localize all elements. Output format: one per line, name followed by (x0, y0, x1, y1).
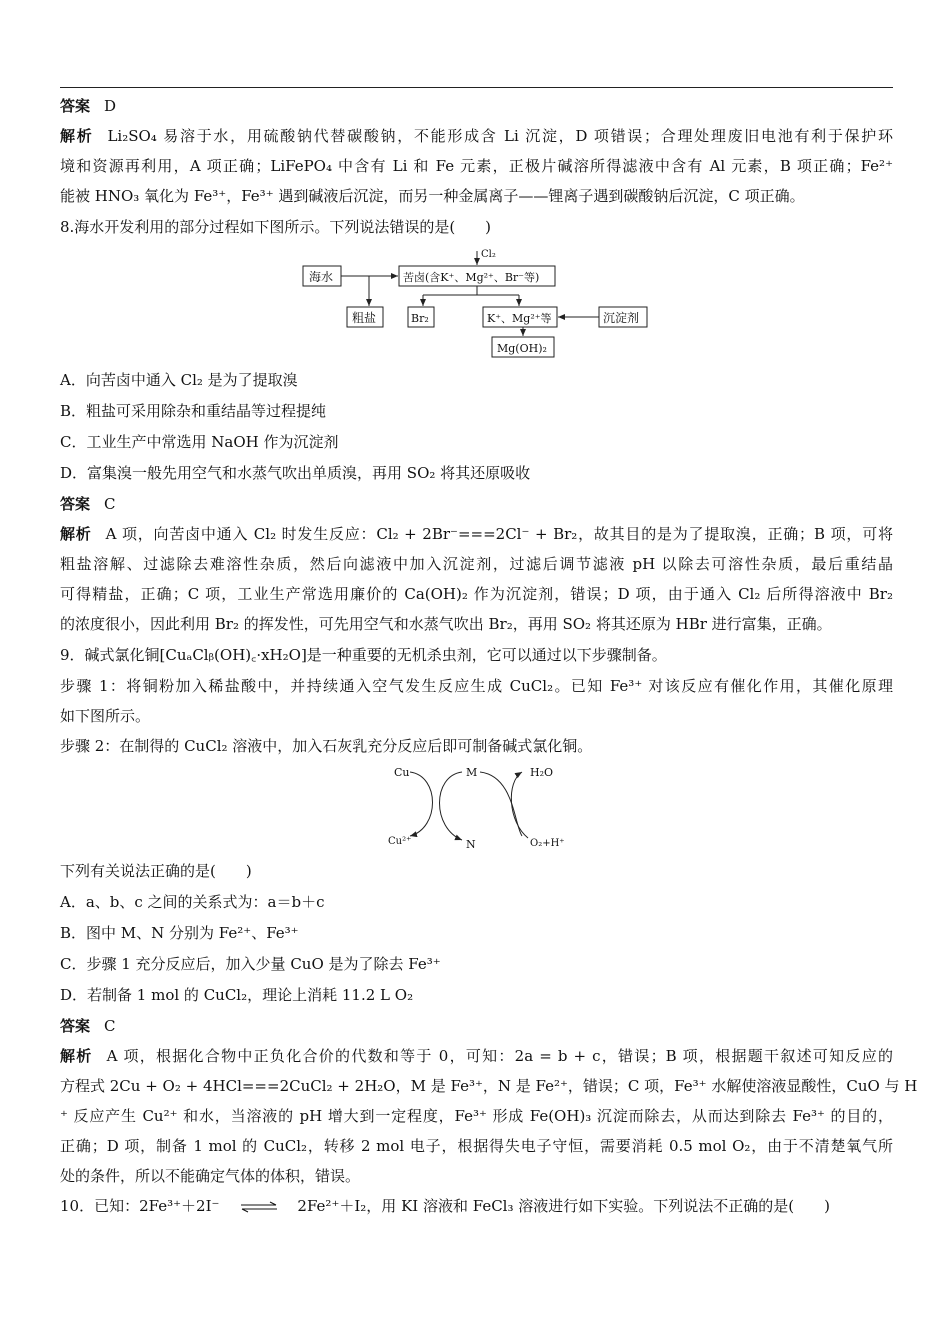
q9-option-a: A．a、b、c 之间的关系式为：a＝b＋c (60, 893, 325, 911)
q7-analysis-line: 能被 HNO₃ 氧化为 Fe³⁺，Fe³⁺ 遇到碱液后沉淀，而另一种金属离子——锂离子遇到碳酸钠后沉淀，C 项正确。 (60, 187, 805, 205)
q8-analysis-line: 的浓度很小，因此利用 Br₂ 的挥发性，可先用空气和水蒸气吹出 Br₂，再用 SO₂ 将其还原为 HBr 进行富集，正确。 (60, 615, 832, 633)
top-rule (60, 87, 893, 88)
q9-analysis-line: 处的条件，所以不能确定气体的体积，错误。 (60, 1167, 361, 1185)
crude-salt-label: 粗盐 (352, 311, 377, 325)
q9-catalysis-diagram (380, 760, 580, 855)
q8-option-a: A．向苦卤中通入 Cl₂ 是为了提取溴 (60, 371, 298, 389)
q9-question: 下列有关说法正确的是( ) (60, 862, 252, 880)
q9-analysis-line: 解析 A 项，根据化合物中正负化合价的代数和等于 0，可知：2a = b + c，错误；B 项，根据题干叙述可知反应的 (60, 1047, 893, 1065)
right-arc-mh2o (480, 772, 522, 836)
cl2-label: Cl₂ (481, 249, 496, 260)
q9-step1: 步骤 1：将铜粉加入稀盐酸中，并持续通入空气发生反应生成 CuCl₂。已知 Fe³⁺ 对该反应有催化作用，其催化原理 (60, 677, 893, 695)
brine-label: 苦卤(含K⁺、Mg²⁺、Br⁻等) (403, 271, 540, 284)
q7-analysis-line: 解析 Li₂SO₄ 易溶于水，用硫酸钠代替碳酸钠，不能形成含 Li 沉淀，D 项错误；合理处理废旧电池有利于保护环 (60, 127, 893, 145)
q9-analysis-line: 方程式 2Cu + O₂ + 4HCl===2CuCl₂ + 2H₂O，M 是 Fe³⁺，N 是 Fe²⁺，错误；C 项，Fe³⁺ 水解使溶液显酸性，CuO 与 H (60, 1077, 918, 1095)
q10-stem: 10．已知：2Fe³⁺＋2I⁻ 2Fe²⁺＋I₂，用 KI 溶液和 FeCl₃ 溶液进行如下实验。下列说法不正确的是( ) (60, 1197, 830, 1215)
left-arc-mn (440, 772, 463, 840)
q8-option-d: D．富集溴一般先用空气和水蒸气吹出单质溴，再用 SO₂ 将其还原吸收 (60, 464, 531, 482)
q8-analysis-line: 可得精盐，正确；C 项，工业生产常选用廉价的 Ca(OH)₂ 作为沉淀剂，错误；D 项，由于通入 Cl₂ 后所得溶液中 Br₂ (60, 585, 893, 603)
q8-option-b: B．粗盐可采用除杂和重结晶等过程提纯 (60, 402, 327, 420)
q9-analysis-line: 正确；D 项，制备 1 mol 的 CuCl₂，转移 2 mol 电子，根据得失电子守恒，需要消耗 0.5 mol O₂，由于不清楚氧气所 (60, 1137, 893, 1155)
q8-stem: 8.海水开发利用的部分过程如下图所示。下列说法错误的是( ) (60, 218, 492, 236)
right-arc-o2 (511, 772, 528, 838)
br2-label: Br₂ (411, 312, 429, 325)
q9-analysis-line: ⁺ 反应产生 Cu²⁺ 和水，当溶液的 pH 增大到一定程度，Fe³⁺ 形成 Fe(OH)₃ 沉淀而除去，从而达到除去 Fe³⁺ 的目的， (60, 1107, 893, 1125)
n-label: N (466, 838, 476, 851)
q8-answer: 答案 C (60, 495, 116, 513)
q9-step1-cont: 如下图所示。 (60, 707, 151, 725)
q7-analysis-line: 境和资源再利用，A 项正确；LiFePO₄ 中含有 Li 和 Fe 元素，正极片碱溶所得滤液中含有 Al 元素，B 项正确；Fe²⁺ (60, 157, 893, 175)
q7-answer: 答案 D (60, 97, 117, 115)
o2h-label: O₂+H⁺ (530, 838, 565, 849)
m-label: M (466, 766, 478, 779)
h2o-label: H₂O (530, 766, 554, 779)
q9-stem: 9．碱式氯化铜[CuₐClᵦ(OH)꜀·xH₂O]是一种重要的无机杀虫剂，它可以通过以下步骤制备。 (60, 646, 667, 664)
q9-option-b: B．图中 M、N 分别为 Fe²⁺、Fe³⁺ (60, 924, 299, 942)
mgoh2-label: Mg(OH)₂ (497, 342, 547, 355)
cu-label: Cu (394, 766, 410, 779)
k-mg-label: K⁺、Mg²⁺等 (487, 312, 552, 325)
seawater-label: 海水 (309, 270, 334, 284)
q8-flow-diagram (295, 245, 655, 360)
q8-option-c: C．工业生产中常选用 NaOH 作为沉淀剂 (60, 433, 339, 451)
q9-step2: 步骤 2：在制得的 CuCl₂ 溶液中，加入石灰乳充分反应后即可制备碱式氯化铜。 (60, 737, 593, 755)
cu2-label: Cu²⁺ (388, 836, 412, 847)
equilibrium-arrows-icon (239, 1201, 279, 1213)
q8-analysis-line: 粗盐溶解、过滤除去难溶性杂质，然后向滤液中加入沉淀剂，过滤后调节滤液 pH 以除去可溶性杂质，最后重结晶 (60, 555, 893, 573)
q9-answer: 答案 C (60, 1017, 116, 1035)
left-arc-cu (410, 772, 433, 836)
q9-option-d: D．若制备 1 mol 的 CuCl₂，理论上消耗 11.2 L O₂ (60, 986, 414, 1004)
q8-analysis-line: 解析 A 项，向苦卤中通入 Cl₂ 时发生反应：Cl₂ + 2Br⁻===2Cl⁻ + Br₂，故其目的是为了提取溴，正确；B 项，可将 (60, 525, 893, 543)
precipitant-label: 沉淀剂 (603, 311, 640, 325)
q9-option-c: C．步骤 1 充分反应后，加入少量 CuO 是为了除去 Fe³⁺ (60, 955, 441, 973)
